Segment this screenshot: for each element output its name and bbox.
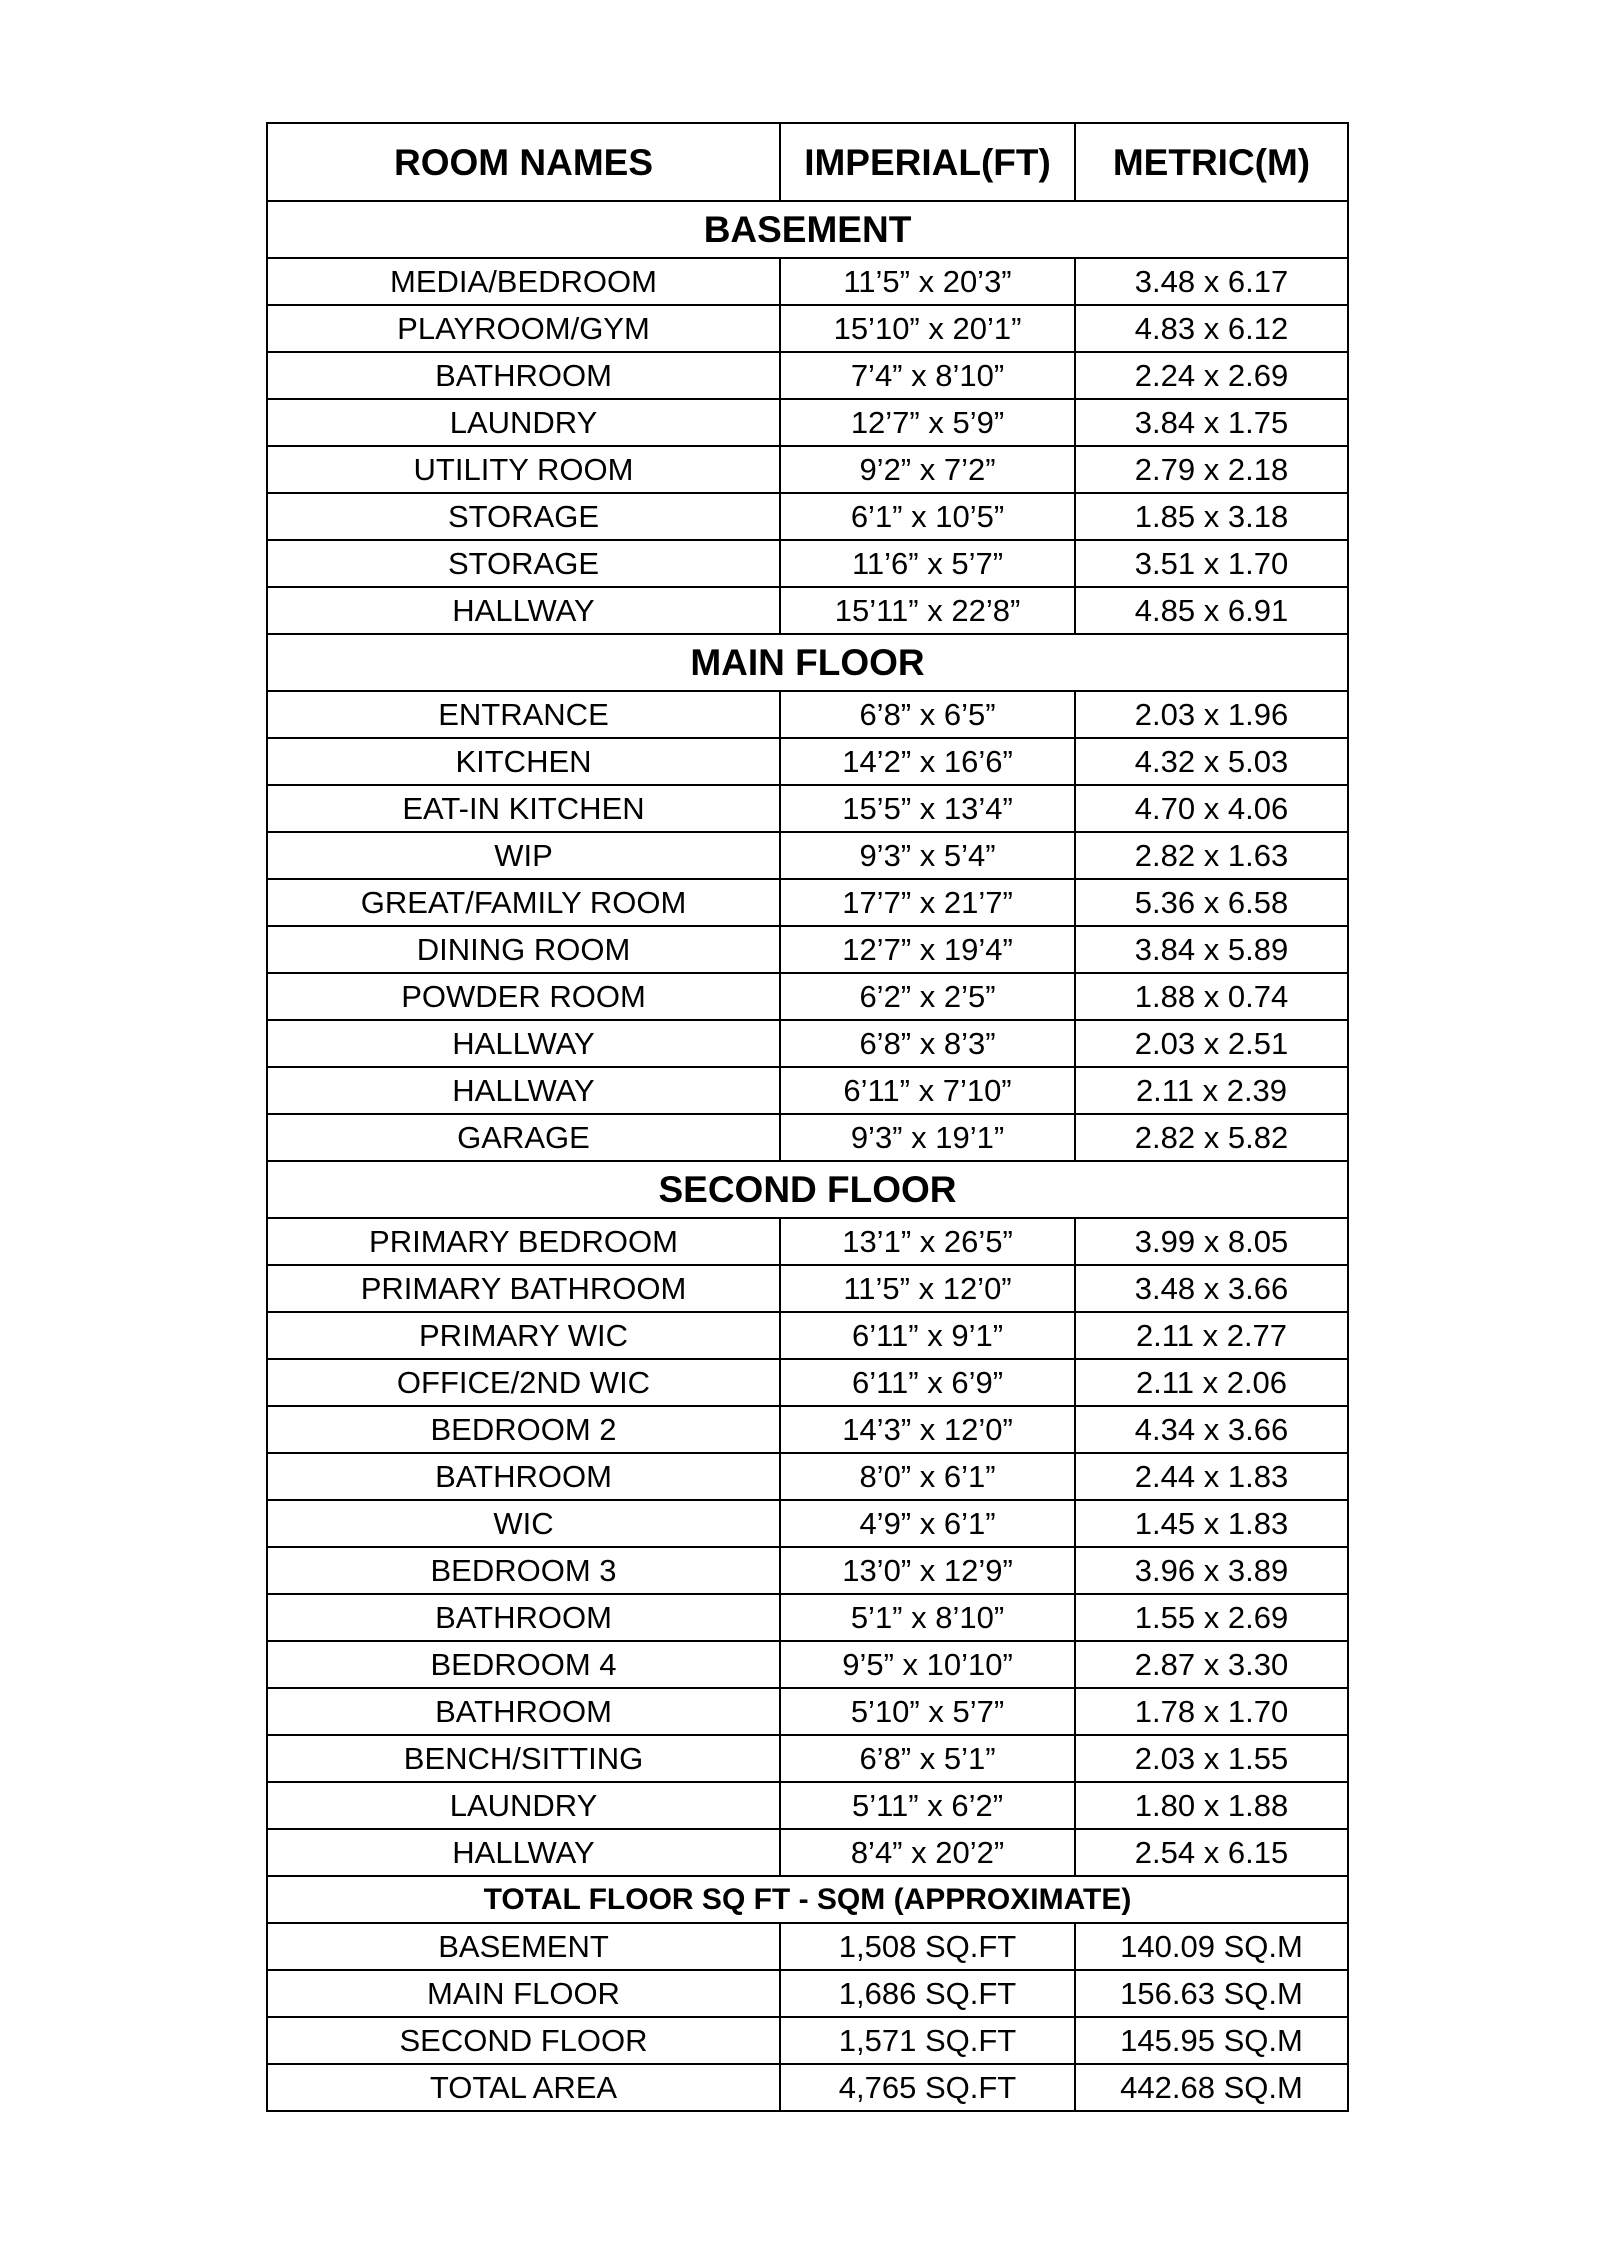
imperial-dimension-cell: 8’4” x 20’2” xyxy=(780,1829,1075,1876)
table-row xyxy=(267,1500,1348,1547)
room-name-cell: STORAGE xyxy=(267,540,780,587)
imperial-dimension-cell: 6’11” x 9’1” xyxy=(780,1312,1075,1359)
room-dimensions-table xyxy=(266,122,1349,2112)
metric-dimension-cell: 1.78 x 1.70 xyxy=(1075,1688,1348,1735)
room-name-cell: HALLWAY xyxy=(267,587,780,634)
room-name-cell: DINING ROOM xyxy=(267,926,780,973)
room-name-cell: PRIMARY BEDROOM xyxy=(267,1218,780,1265)
metric-dimension-cell: 4.32 x 5.03 xyxy=(1075,738,1348,785)
metric-dimension-cell: 1.88 x 0.74 xyxy=(1075,973,1348,1020)
table-row xyxy=(267,1688,1348,1735)
metric-dimension-cell: 1.80 x 1.88 xyxy=(1075,1782,1348,1829)
room-name-cell: HALLWAY xyxy=(267,1020,780,1067)
metric-dimension-cell: 4.70 x 4.06 xyxy=(1075,785,1348,832)
totals-heading-row xyxy=(267,1876,1348,1923)
imperial-dimension-cell: 5’11” x 6’2” xyxy=(780,1782,1075,1829)
table-row xyxy=(267,305,1348,352)
imperial-dimension-cell: 8’0” x 6’1” xyxy=(780,1453,1075,1500)
room-name-cell: EAT-IN KITCHEN xyxy=(267,785,780,832)
metric-dimension-cell: 2.54 x 6.15 xyxy=(1075,1829,1348,1876)
room-name-cell: GREAT/FAMILY ROOM xyxy=(267,879,780,926)
imperial-dimension-cell: 12’7” x 5’9” xyxy=(780,399,1075,446)
metric-dimension-cell: 2.11 x 2.39 xyxy=(1075,1067,1348,1114)
table-row xyxy=(267,1547,1348,1594)
table-row xyxy=(267,1114,1348,1161)
total-sqm-cell: 145.95 SQ.M xyxy=(1075,2017,1348,2064)
imperial-dimension-cell: 6’11” x 6’9” xyxy=(780,1359,1075,1406)
room-name-cell: BATHROOM xyxy=(267,1453,780,1500)
metric-dimension-cell: 3.48 x 6.17 xyxy=(1075,258,1348,305)
table-body xyxy=(267,201,1348,2111)
table-row xyxy=(267,1359,1348,1406)
imperial-dimension-cell: 6’1” x 10’5” xyxy=(780,493,1075,540)
imperial-dimension-cell: 9’5” x 10’10” xyxy=(780,1641,1075,1688)
table-row xyxy=(267,973,1348,1020)
imperial-dimension-cell: 6’8” x 8’3” xyxy=(780,1020,1075,1067)
metric-dimension-cell: 2.44 x 1.83 xyxy=(1075,1453,1348,1500)
table-row xyxy=(267,1782,1348,1829)
room-name-cell: PLAYROOM/GYM xyxy=(267,305,780,352)
imperial-dimension-cell: 4’9” x 6’1” xyxy=(780,1500,1075,1547)
imperial-dimension-cell: 6’8” x 6’5” xyxy=(780,691,1075,738)
room-name-cell: OFFICE/2ND WIC xyxy=(267,1359,780,1406)
room-name-cell: ENTRANCE xyxy=(267,691,780,738)
imperial-dimension-cell: 7’4” x 8’10” xyxy=(780,352,1075,399)
room-name-cell: LAUNDRY xyxy=(267,1782,780,1829)
room-name-cell: BEDROOM 2 xyxy=(267,1406,780,1453)
room-name-cell: WIP xyxy=(267,832,780,879)
total-sqft-cell: 1,508 SQ.FT xyxy=(780,1923,1075,1970)
imperial-dimension-cell: 6’2” x 2’5” xyxy=(780,973,1075,1020)
imperial-dimension-cell: 17’7” x 21’7” xyxy=(780,879,1075,926)
total-row xyxy=(267,1970,1348,2017)
total-floor-name-cell: BASEMENT xyxy=(267,1923,780,1970)
imperial-dimension-cell: 11’5” x 12’0” xyxy=(780,1265,1075,1312)
total-sqft-cell: 1,571 SQ.FT xyxy=(780,2017,1075,2064)
metric-dimension-cell: 2.24 x 2.69 xyxy=(1075,352,1348,399)
room-name-cell: BENCH/SITTING xyxy=(267,1735,780,1782)
imperial-dimension-cell: 11’5” x 20’3” xyxy=(780,258,1075,305)
room-name-cell: POWDER ROOM xyxy=(267,973,780,1020)
metric-dimension-cell: 2.79 x 2.18 xyxy=(1075,446,1348,493)
table-row xyxy=(267,1594,1348,1641)
table-row xyxy=(267,587,1348,634)
metric-dimension-cell: 3.51 x 1.70 xyxy=(1075,540,1348,587)
metric-dimension-cell: 2.82 x 1.63 xyxy=(1075,832,1348,879)
imperial-dimension-cell: 6’11” x 7’10” xyxy=(780,1067,1075,1114)
table-row xyxy=(267,832,1348,879)
metric-dimension-cell: 3.84 x 1.75 xyxy=(1075,399,1348,446)
section-title: MAIN FLOOR xyxy=(267,634,1348,691)
table-row xyxy=(267,1453,1348,1500)
table-row xyxy=(267,1735,1348,1782)
metric-dimension-cell: 5.36 x 6.58 xyxy=(1075,879,1348,926)
total-sqm-cell: 140.09 SQ.M xyxy=(1075,1923,1348,1970)
section-heading-row-main-floor xyxy=(267,634,1348,691)
total-sqft-cell: 4,765 SQ.FT xyxy=(780,2064,1075,2111)
total-row xyxy=(267,2017,1348,2064)
table-row xyxy=(267,493,1348,540)
imperial-dimension-cell: 13’1” x 26’5” xyxy=(780,1218,1075,1265)
section-heading-row-second-floor xyxy=(267,1161,1348,1218)
total-floor-name-cell: MAIN FLOOR xyxy=(267,1970,780,2017)
imperial-dimension-cell: 9’3” x 5’4” xyxy=(780,832,1075,879)
section-title: SECOND FLOOR xyxy=(267,1161,1348,1218)
table-row xyxy=(267,738,1348,785)
metric-dimension-cell: 1.55 x 2.69 xyxy=(1075,1594,1348,1641)
table-row xyxy=(267,399,1348,446)
header-room-names: ROOM NAMES xyxy=(267,123,780,201)
metric-dimension-cell: 2.03 x 1.55 xyxy=(1075,1735,1348,1782)
metric-dimension-cell: 1.45 x 1.83 xyxy=(1075,1500,1348,1547)
table-row xyxy=(267,1020,1348,1067)
totals-title: TOTAL FLOOR SQ FT - SQM (APPROXIMATE) xyxy=(267,1876,1348,1923)
room-name-cell: LAUNDRY xyxy=(267,399,780,446)
table-row xyxy=(267,879,1348,926)
imperial-dimension-cell: 14’3” x 12’0” xyxy=(780,1406,1075,1453)
metric-dimension-cell: 3.48 x 3.66 xyxy=(1075,1265,1348,1312)
total-row xyxy=(267,1923,1348,1970)
room-name-cell: KITCHEN xyxy=(267,738,780,785)
section-title: BASEMENT xyxy=(267,201,1348,258)
imperial-dimension-cell: 5’1” x 8’10” xyxy=(780,1594,1075,1641)
metric-dimension-cell: 4.34 x 3.66 xyxy=(1075,1406,1348,1453)
imperial-dimension-cell: 15’11” x 22’8” xyxy=(780,587,1075,634)
imperial-dimension-cell: 6’8” x 5’1” xyxy=(780,1735,1075,1782)
room-name-cell: MEDIA/BEDROOM xyxy=(267,258,780,305)
total-floor-name-cell: SECOND FLOOR xyxy=(267,2017,780,2064)
table-row xyxy=(267,1829,1348,1876)
room-name-cell: STORAGE xyxy=(267,493,780,540)
room-name-cell: BEDROOM 4 xyxy=(267,1641,780,1688)
section-heading-row-basement xyxy=(267,201,1348,258)
table-row xyxy=(267,446,1348,493)
table-row xyxy=(267,352,1348,399)
table-row xyxy=(267,1312,1348,1359)
table-row xyxy=(267,1406,1348,1453)
metric-dimension-cell: 4.85 x 6.91 xyxy=(1075,587,1348,634)
metric-dimension-cell: 3.96 x 3.89 xyxy=(1075,1547,1348,1594)
total-sqm-cell: 442.68 SQ.M xyxy=(1075,2064,1348,2111)
metric-dimension-cell: 2.82 x 5.82 xyxy=(1075,1114,1348,1161)
room-name-cell: GARAGE xyxy=(267,1114,780,1161)
imperial-dimension-cell: 15’5” x 13’4” xyxy=(780,785,1075,832)
table-row xyxy=(267,258,1348,305)
imperial-dimension-cell: 9’3” x 19’1” xyxy=(780,1114,1075,1161)
room-name-cell: BEDROOM 3 xyxy=(267,1547,780,1594)
room-name-cell: BATHROOM xyxy=(267,1594,780,1641)
imperial-dimension-cell: 5’10” x 5’7” xyxy=(780,1688,1075,1735)
header-metric: METRIC(M) xyxy=(1075,123,1348,201)
imperial-dimension-cell: 9’2” x 7’2” xyxy=(780,446,1075,493)
room-name-cell: HALLWAY xyxy=(267,1829,780,1876)
room-name-cell: UTILITY ROOM xyxy=(267,446,780,493)
table-header-row xyxy=(267,123,1348,201)
metric-dimension-cell: 2.11 x 2.77 xyxy=(1075,1312,1348,1359)
metric-dimension-cell: 2.11 x 2.06 xyxy=(1075,1359,1348,1406)
metric-dimension-cell: 1.85 x 3.18 xyxy=(1075,493,1348,540)
room-name-cell: WIC xyxy=(267,1500,780,1547)
table-row xyxy=(267,1218,1348,1265)
imperial-dimension-cell: 12’7” x 19’4” xyxy=(780,926,1075,973)
total-sqm-cell: 156.63 SQ.M xyxy=(1075,1970,1348,2017)
total-row xyxy=(267,2064,1348,2111)
room-name-cell: HALLWAY xyxy=(267,1067,780,1114)
metric-dimension-cell: 2.87 x 3.30 xyxy=(1075,1641,1348,1688)
header-imperial: IMPERIAL(FT) xyxy=(780,123,1075,201)
table-row xyxy=(267,1067,1348,1114)
room-name-cell: PRIMARY WIC xyxy=(267,1312,780,1359)
table-row xyxy=(267,1641,1348,1688)
metric-dimension-cell: 3.99 x 8.05 xyxy=(1075,1218,1348,1265)
room-name-cell: PRIMARY BATHROOM xyxy=(267,1265,780,1312)
metric-dimension-cell: 2.03 x 2.51 xyxy=(1075,1020,1348,1067)
total-sqft-cell: 1,686 SQ.FT xyxy=(780,1970,1075,2017)
table-row xyxy=(267,926,1348,973)
imperial-dimension-cell: 13’0” x 12’9” xyxy=(780,1547,1075,1594)
metric-dimension-cell: 4.83 x 6.12 xyxy=(1075,305,1348,352)
table-row xyxy=(267,540,1348,587)
table-row xyxy=(267,1265,1348,1312)
table-row xyxy=(267,785,1348,832)
total-floor-name-cell: TOTAL AREA xyxy=(267,2064,780,2111)
room-name-cell: BATHROOM xyxy=(267,1688,780,1735)
imperial-dimension-cell: 15’10” x 20’1” xyxy=(780,305,1075,352)
imperial-dimension-cell: 11’6” x 5’7” xyxy=(780,540,1075,587)
metric-dimension-cell: 3.84 x 5.89 xyxy=(1075,926,1348,973)
imperial-dimension-cell: 14’2” x 16’6” xyxy=(780,738,1075,785)
room-name-cell: BATHROOM xyxy=(267,352,780,399)
table-row xyxy=(267,691,1348,738)
metric-dimension-cell: 2.03 x 1.96 xyxy=(1075,691,1348,738)
